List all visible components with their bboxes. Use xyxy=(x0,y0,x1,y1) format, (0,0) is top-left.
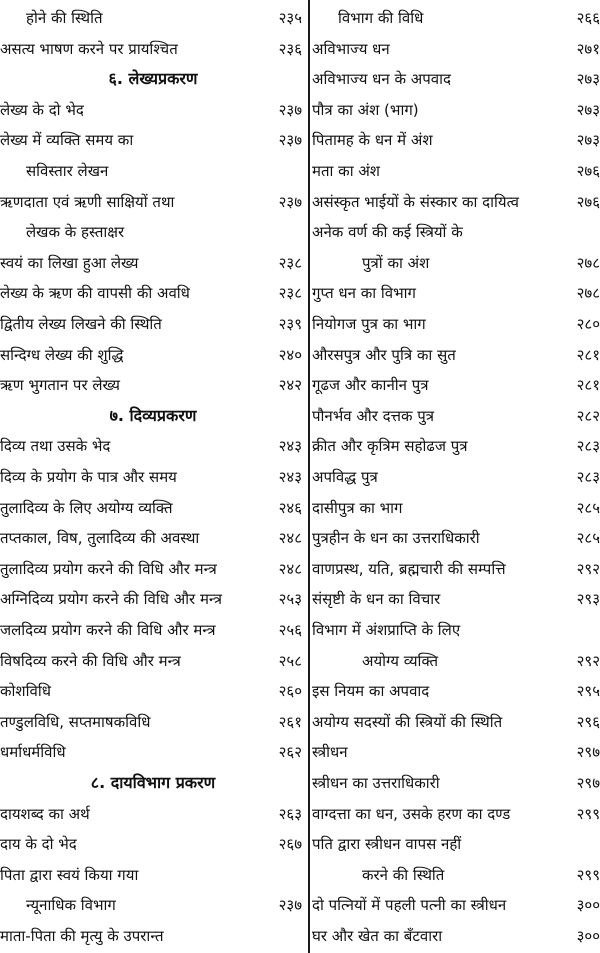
entry-title: विभाग में अंशप्राप्ति के लिए xyxy=(312,621,461,639)
toc-entry xyxy=(312,554,600,584)
entry-page-number: २३६ xyxy=(278,40,302,58)
entry-page-number: २८१ xyxy=(576,376,600,394)
entry-title: तप्तकाल, विष, तुलादिव्य की अवस्था xyxy=(0,529,200,547)
toc-entry xyxy=(312,95,600,125)
entry-page-number: २९५ xyxy=(576,682,600,700)
section-heading: ७. दिव्यप्रकरण xyxy=(109,406,197,425)
entry-title: होने की स्थिति xyxy=(26,9,103,27)
entry-title: सविस्तार लेखन xyxy=(26,162,109,180)
entry-title: दासीपुत्र का भाग xyxy=(312,499,403,517)
entry-title: अयोग्य व्यक्ति xyxy=(362,652,439,670)
toc-entry xyxy=(312,125,600,155)
toc-entry xyxy=(312,737,600,767)
toc-entry xyxy=(312,187,600,217)
toc-entry xyxy=(0,462,306,492)
toc-entry xyxy=(0,860,306,890)
entry-page-number: २८३ xyxy=(576,437,600,455)
entry-title: असत्य भाषण करने पर प्रायश्चित xyxy=(0,40,178,58)
entry-page-number: २३७ xyxy=(278,193,302,211)
entry-title: वाणप्रस्थ, यति, ब्रह्मचारी की सम्पत्ति xyxy=(312,560,506,578)
toc-entry xyxy=(312,493,600,523)
toc-entry xyxy=(0,34,306,64)
entry-title: जलदिव्य प्रयोग करने की विधि और मन्त्र xyxy=(0,621,216,639)
entry-page-number: २७३ xyxy=(576,131,600,149)
toc-entry xyxy=(312,921,600,951)
toc-entry xyxy=(0,676,306,706)
toc-entry xyxy=(0,278,306,308)
entry-page-number: २३७ xyxy=(278,131,302,149)
toc-entry xyxy=(0,95,306,125)
entry-title: अग्निदिव्य प्रयोग करने की विधि और मन्त्र xyxy=(0,590,223,608)
column-divider xyxy=(308,0,310,953)
entry-title: विषदिव्य करने की विधि और मन्त्र xyxy=(0,652,181,670)
entry-page-number: २५३ xyxy=(278,590,302,608)
toc-entry xyxy=(0,584,306,614)
entry-title: पिता द्वारा स्वयं किया गया xyxy=(0,866,139,884)
toc-entry xyxy=(312,370,600,400)
entry-page-number: २९२ xyxy=(576,560,600,578)
toc-entry xyxy=(312,646,600,676)
toc-entry xyxy=(0,799,306,829)
toc-entry xyxy=(0,340,306,370)
toc-entry xyxy=(0,217,306,247)
entry-title: अविभाज्य धन xyxy=(312,40,390,58)
entry-title: ऋणदाता एवं ऋणी साक्षियों तथा xyxy=(0,193,175,211)
toc-entry xyxy=(312,676,600,706)
toc-entry xyxy=(0,707,306,737)
entry-page-number: २६१ xyxy=(278,713,302,731)
toc-entry xyxy=(0,431,306,461)
entry-page-number: २८२ xyxy=(576,407,600,425)
section-heading: ८. दायविभाग प्रकरण xyxy=(90,773,216,792)
entry-page-number: २३५ xyxy=(278,9,302,27)
entry-title: सन्दिग्ध लेख्य की शुद्धि xyxy=(0,346,124,364)
entry-page-number: २३८ xyxy=(278,254,302,272)
entry-title: स्त्रीधन का उत्तराधिकारी xyxy=(312,774,440,792)
toc-entry xyxy=(0,615,306,645)
entry-title: लेख्य के दो भेद xyxy=(0,101,84,119)
entry-title: माता-पिता की मृत्यु के उपरान्त xyxy=(0,927,164,945)
toc-entry xyxy=(0,890,306,920)
entry-title: तुलादिव्य प्रयोग करने की विधि और मन्त्र xyxy=(0,560,217,578)
entry-title: करने की स्थिति xyxy=(362,866,445,884)
entry-page-number: २६६ xyxy=(576,9,600,27)
toc-entry xyxy=(0,156,306,186)
toc-entry xyxy=(312,278,600,308)
entry-title: गूढज और कानीन पुत्र xyxy=(312,376,429,394)
entry-page-number: २८५ xyxy=(576,529,600,547)
entry-page-number: २७६ xyxy=(576,193,600,211)
entry-page-number: २९७ xyxy=(576,774,600,792)
entry-title: पौनर्भव और दत्तक पुत्र xyxy=(312,407,435,425)
entry-page-number: २९९ xyxy=(576,805,600,823)
entry-title: पौत्र का अंश (भाग) xyxy=(312,101,419,119)
entry-title: अनेक वर्ण की कई स्त्रियों के xyxy=(312,223,463,241)
entry-title: दायशब्द का अर्थ xyxy=(0,805,90,823)
toc-entry xyxy=(312,799,600,829)
toc-entry xyxy=(312,615,600,645)
toc-entry xyxy=(312,523,600,553)
toc-entry xyxy=(312,340,600,370)
entry-title: संसृष्टी के धन का विचार xyxy=(312,590,441,608)
entry-page-number: २४८ xyxy=(278,560,302,578)
toc-entry xyxy=(0,523,306,553)
toc-entry xyxy=(0,737,306,767)
entry-title: इस नियम का अपवाद xyxy=(312,682,430,700)
entry-page-number: २५८ xyxy=(278,652,302,670)
toc-entry xyxy=(312,64,600,94)
toc-entry xyxy=(0,248,306,278)
entry-title: न्यूनाधिक विभाग xyxy=(26,896,116,914)
entry-page-number: २९२ xyxy=(576,652,600,670)
entry-title: तुलादिव्य के लिए अयोग्य व्यक्ति xyxy=(0,499,173,517)
entry-page-number: २८१ xyxy=(576,346,600,364)
section-heading: ६. लेख्यप्रकरण xyxy=(108,69,198,88)
toc-entry xyxy=(312,707,600,737)
toc-entry xyxy=(0,3,306,33)
toc-entry xyxy=(0,493,306,523)
entry-page-number: २४३ xyxy=(278,437,302,455)
entry-page-number: २४३ xyxy=(278,468,302,486)
entry-title: घर और खेत का बँटवारा xyxy=(312,927,443,945)
entry-page-number: २७३ xyxy=(576,70,600,88)
toc-entry xyxy=(312,34,600,64)
entry-page-number: २३७ xyxy=(278,101,302,119)
entry-page-number: २९६ xyxy=(576,713,600,731)
entry-title: पति द्वारा स्त्रीधन वापस नहीं xyxy=(312,835,462,853)
toc-entry xyxy=(312,890,600,920)
toc-entry xyxy=(0,554,306,584)
entry-page-number: २९३ xyxy=(576,590,600,608)
entry-title: अयोग्य सदस्यों की स्त्रियों की स्थिति xyxy=(312,713,503,731)
toc-entry xyxy=(312,829,600,859)
entry-page-number: २७८ xyxy=(576,254,600,272)
entry-title: दो पत्नियों में पहली पत्नी का स्त्रीधन xyxy=(312,896,507,914)
toc-entry xyxy=(0,125,306,155)
entry-title: स्वयं का लिखा हुआ लेख्य xyxy=(0,254,139,272)
entry-title: धर्माधर्मविधि xyxy=(0,743,66,761)
entry-page-number: २६२ xyxy=(278,743,302,761)
entry-page-number: २६३ xyxy=(278,805,302,823)
entry-page-number: २७८ xyxy=(576,284,600,302)
entry-title: लेख्य के ऋण की वापसी की अवधि xyxy=(0,284,190,302)
toc-entry xyxy=(0,309,306,339)
entry-title: नियोगज पुत्र का भाग xyxy=(312,315,426,333)
toc-entry xyxy=(0,187,306,217)
entry-title: वाग्दत्ता का धन, उसके हरण का दण्ड xyxy=(312,805,511,823)
entry-page-number: २७६ xyxy=(576,162,600,180)
entry-title: क्रीत और कृत्रिम सहोढज पुत्र xyxy=(312,437,468,455)
entry-title: कोशविधि xyxy=(0,682,51,700)
entry-title: द्वितीय लेख्य लिखने की स्थिति xyxy=(0,315,162,333)
toc-entry xyxy=(312,860,600,890)
entry-page-number: २४२ xyxy=(278,376,302,394)
entry-page-number: २३७ xyxy=(278,896,302,914)
entry-page-number: २६७ xyxy=(278,835,302,853)
entry-title: लेख्य में व्यक्ति समय का xyxy=(0,131,134,149)
entry-page-number: २४८ xyxy=(278,529,302,547)
entry-page-number: २८३ xyxy=(576,468,600,486)
toc-entry xyxy=(0,921,306,951)
entry-title: पुत्रों का अंश xyxy=(362,254,430,272)
toc-entry xyxy=(312,156,600,186)
entry-title: पितामह के धन में अंश xyxy=(312,131,433,149)
entry-page-number: २८५ xyxy=(576,499,600,517)
entry-page-number: २७३ xyxy=(576,101,600,119)
toc-entry xyxy=(0,646,306,676)
entry-page-number: २९७ xyxy=(576,743,600,761)
toc-entry xyxy=(312,217,600,247)
entry-title: अविभाज्य धन के अपवाद xyxy=(312,70,451,88)
toc-entry xyxy=(0,829,306,859)
toc-entry xyxy=(312,248,600,278)
entry-title: दाय के दो भेद xyxy=(0,835,77,853)
entry-page-number: २४६ xyxy=(278,499,302,517)
entry-title: ऋण भुगतान पर लेख्य xyxy=(0,376,120,394)
toc-entry xyxy=(312,768,600,798)
entry-page-number: २६० xyxy=(278,682,302,700)
entry-title: असंस्कृत भाईयों के संस्कार का दायित्व xyxy=(312,193,519,211)
entry-page-number: २३८ xyxy=(278,284,302,302)
toc-entry xyxy=(312,309,600,339)
entry-title: स्त्रीधन xyxy=(312,743,348,761)
entry-page-number: २५६ xyxy=(278,621,302,639)
entry-title: अपविद्ध पुत्र xyxy=(312,468,378,486)
toc-entry xyxy=(312,584,600,614)
entry-page-number: २९९ xyxy=(576,866,600,884)
entry-title: गुप्त धन का विभाग xyxy=(312,284,416,302)
entry-title: तण्डुलविधि, सप्तमाषकविधि xyxy=(0,713,151,731)
entry-page-number: २८० xyxy=(576,315,600,333)
entry-title: दिव्य के प्रयोग के पात्र और समय xyxy=(0,468,177,486)
toc-entry xyxy=(312,3,600,33)
entry-page-number: २७१ xyxy=(576,40,600,58)
entry-title: दिव्य तथा उसके भेद xyxy=(0,437,111,455)
entry-page-number: २३९ xyxy=(278,315,302,333)
toc-entry xyxy=(312,462,600,492)
entry-title: औरसपुत्र और पुत्रि का सुत xyxy=(312,346,456,364)
toc-entry xyxy=(312,431,600,461)
entry-title: मता का अंश xyxy=(312,162,381,180)
entry-title: पुत्रहीन के धन का उत्तराधिकारी xyxy=(312,529,480,547)
entry-page-number: ३०० xyxy=(576,896,600,914)
entry-page-number: ३०० xyxy=(576,927,600,945)
toc-entry xyxy=(0,370,306,400)
entry-title: लेखक के हस्ताक्षर xyxy=(26,223,125,241)
toc-entry xyxy=(312,401,600,431)
entry-title: विभाग की विधि xyxy=(338,9,424,27)
entry-page-number: २४० xyxy=(278,346,302,364)
